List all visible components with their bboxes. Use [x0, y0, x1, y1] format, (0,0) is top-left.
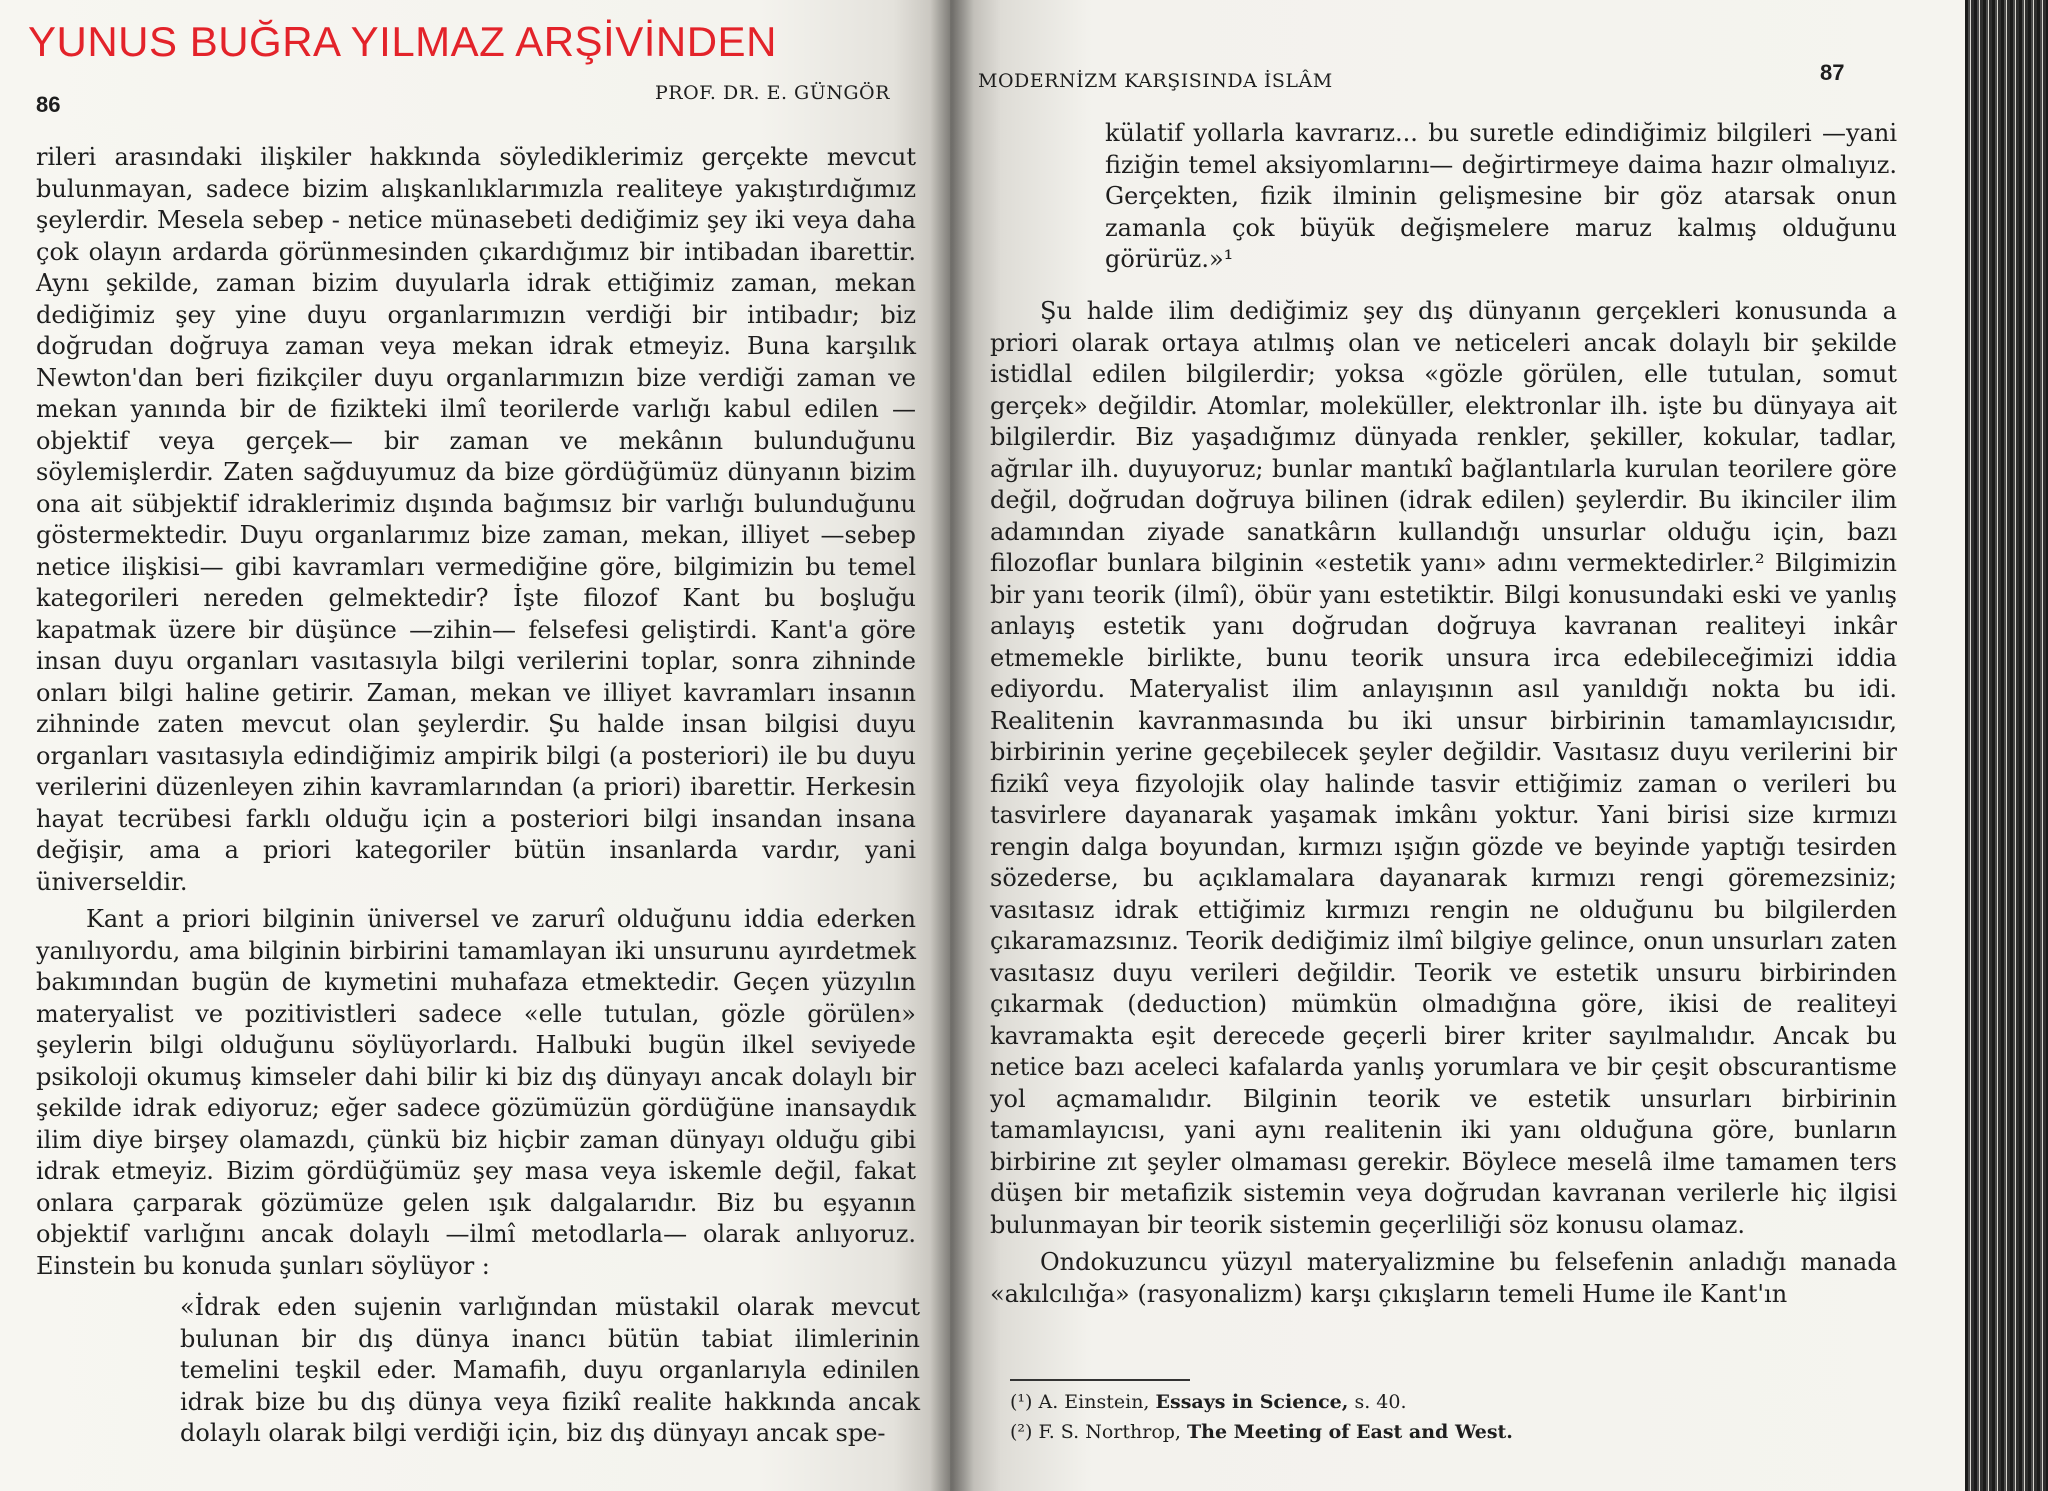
right-page	[950, 0, 1965, 1491]
footnote-rule	[1010, 1379, 1190, 1381]
footnote-2	[1010, 1418, 1513, 1447]
left-body	[36, 142, 916, 1282]
paragraph: Şu halde ilim dediğimiz şey dış dünyanın gerçekleri konusunda a priori olarak ortaya atılmış olan ve neticeleri ancak dolaylı bir şekilde istidlal edilen bilgilerdir; yoksa «gözle görülen, elle tutulan, somut gerçek» değildir. Atomlar, moleküller, elektronlar ilh. işte bu dünyaya ait bilgilerdir. Biz yaşadığımız dünyada renkler, şekiller, kokular, tadlar, ağrılar ilh. duyuyoruz; bunlar mantıkî bağlantılarla kurulan teorilere göre değil, doğrudan doğruya bilinen (idrak edilen) şeylerdir. Bu ikinciler ilim adamından ziyade sanatkârın kullandığı unsurlar olduğu için, bazı filozoflar bunlara bilginin «estetik yanı» adını vermektedirler.² Bilgimizin bir yanı teorik (ilmî), öbür yanı estetiktir. Bilgi konusundaki eski ve yanlış anlayış estetik yanı doğrudan doğruya kavranan realiteyi inkâr etmemekle birlikte, bunu teorik unsura irca edebileceğimizi iddia ediyordu. Materyalist ilim anlayışının asıl yanıldığı nokta bu idi. Realitenin kavranmasında bu iki unsur birbirinin tamamlayıcısıdır, birbirinin yerine geçebilecek şeyler değildir. Vasıtasız duyu verilerini bir fizikî veya fizyolojik olay halinde tasvir ettiğimiz zaman o verileri bu tasvirlere dayanarak yaşamak imkânı yoktur. Yani birisi size kırmızı rengin dalga boyundan, kırmızı ışığın gözde ve beyinde yaptığı tesirden sözederse, bu açıklamalara dayanarak kırmızı rengi göremezsiniz; vasıtasız idrak ettiğimiz kırmızı rengin ne olduğunu bu bilgilerden çıkaramazsınız. Teorik dediğimiz ilmî bilgiye gelince, onun unsurları zaten vasıtasız duyu verileri değildir. Teorik ve estetik unsuru birbirinden çıkarmak (deduction) mümkün olmadığına göre, ikisi de realiteyi kavramakta eşit derecede geçerli birer kriter sayılmalıdır. Ancak bu netice bazı aceleci kafalarda yanlış yorumlara ve bir çeşit obscurantisme yol açmamalıdır. Bilginin teorik ve estetik unsurları birbirinin tamamlayıcısı, yani aynı realitenin iki yanı olduğuna göre, bunların birbirine zıt şeyler olmaması gerekir. Böylece meselâ ilme tamamen ters düşen bir metafizik sistemin veya doğrudan kavranan verilerle hiç ilgisi bulunmayan bir teorik sistemin geçerliliği söz konusu olamaz.	[990, 297, 1897, 1239]
footnote-title: The Meeting of East and West.	[1187, 1421, 1513, 1443]
quote-text: «İdrak eden sujenin varlığından müstakil olarak mevcut bulunan bir dış dünya inancı bütün tabiat ilimlerinin temelini teşkil eder. Mamafih, duyu organlarıyla edinilen idrak bize bu dış dünya veya fizikî realite hakkında ancak dolaylı olarak bilgi verdiği için, biz dış dünyayı ancak spe-	[180, 1293, 920, 1447]
running-head-right: MODERNİZM KARŞISINDA İSLÂM	[978, 70, 1333, 92]
footnote-mark: (¹)	[1010, 1391, 1033, 1413]
footnote-author: A. Einstein,	[1038, 1391, 1150, 1413]
book-spine-shadow	[930, 0, 974, 1491]
footnote-author: F. S. Northrop,	[1038, 1421, 1181, 1443]
footnote-1	[1010, 1388, 1406, 1417]
footnote-detail: s. 40.	[1354, 1391, 1407, 1413]
paragraph: rileri arasındaki ilişkiler hakkında söylediklerimiz gerçekte mevcut bulunmayan, sadece bizim alışkanlıklarımızla realiteye yakıştırdığımız şeylerdir. Mesela sebep - netice münasebeti dediğimiz şey iki veya daha çok olayın ardarda görünmesinden çıkardığımız bir intibadan ibarettir. Aynı şekilde, zaman bizim duyularla idrak ettiğimiz zaman, mekan dediğimiz şey yine duyu organlarımızın verdiği bir intibadır; biz doğrudan doğruya zaman veya mekan idrak etmeyiz. Buna karşılık Newton'dan beri fizikçiler duyu organlarımızın bize verdiği zaman ve mekan yanında bir de fizikteki ilmî teorilerde varlığı kabul edilen —objektif veya gerçek— bir zaman ve mekânın bulunduğunu söylemişlerdir. Zaten sağduyumuz da bize gördüğümüz dünyanın bizim ona ait sübjektif idraklerimiz dışında bağımsız bir varlığı bulunduğunu göstermektedir. Duyu organlarımız bize zaman, mekan, illiyet —sebep netice ilişkisi— gibi kavramları vermediğine göre, bilgimizin bu temel kategorileri nereden gelmektedir? İşte filozof Kant bu boşluğu kapatmak üzere bir düşünce —zihin— felsefesi geliştirdi. Kant'a göre insan duyu organları vasıtasıyla bilgi verilerini toplar, sonra zihninde onları bilgi haline getirir. Zaman, mekan ve illiyet kavramları insanın zihninde zaten mevcut olan şeylerdir. Şu halde insan bilgisi duyu organları vasıtasıyla edindiğimiz ampirik bilgi (a posteriori) ile bu duyu verilerini düzenleyen zihin kavramlarından (a priori) ibarettir. Herkesin hayat tecrübesi farklı olduğu için a posteriori bilgi insandan insana değişir, ama a priori kategoriler bütün insanlarda vardır, yani üniverseldir.	[36, 143, 916, 896]
footnote-mark: (²)	[1010, 1421, 1033, 1443]
page-number-right: 87	[1820, 60, 1845, 85]
running-head-left: PROF. DR. E. GÜNGÖR	[655, 82, 890, 104]
einstein-quote	[180, 1292, 920, 1450]
quote-text: külatif yollarla kavrarız... bu suretle edindiğimiz bilgileri —yani fiziğin temel aksiyomlarını— değirtirmeye daima hazır olmalıyız. Gerçekten, fizik ilminin gelişmesine bir göz atarsak onun zamanla çok büyük değişmelere maruz kalmış olduğunu görürüz.»¹	[1105, 119, 1897, 273]
left-page	[0, 0, 950, 1491]
footnote-title: Essays in Science,	[1155, 1391, 1349, 1413]
einstein-quote-continued	[1105, 118, 1897, 276]
archive-watermark: YUNUS BUĞRA YILMAZ ARŞİVİNDEN	[28, 18, 777, 65]
paragraph: Ondokuzuncu yüzyıl materyalizmine bu felsefenin anladığı manada «akılcılığa» (rasyonalizm) karşı çıkışların temeli Hume ile Kant'ın	[990, 1248, 1897, 1308]
right-body	[990, 296, 1897, 1310]
paragraph: Kant a priori bilginin üniversel ve zarurî olduğunu iddia ederken yanılıyordu, ama bilginin birbirini tamamlayan iki unsurunu ayırdetmek bakımından bugün de kıymetini muhafaza etmektedir. Geçen yüzyılın materyalist ve pozitivistleri sadece «elle tutulan, gözle görülen» şeylerin bilgi olduğunu söylüyorlardı. Halbuki bugün ilkel seviyede psikoloji okumuş kimseler dahi bilir ki biz dış dünyayı ancak dolaylı bir şekilde idrak ediyoruz; eğer sadece gözümüzün gördüğüne inansaydık ilim diye birşey olamazdı, çünkü biz hiçbir zaman dünyayı olduğu gibi idrak etmeyiz. Bizim gördüğümüz şey masa veya iskemle değil, fakat onlara çarparak gözümüze gelen ışık dalgalarıdır. Biz bu eşyanın objektif varlığını ancak dolaylı —ilmî metodlarla— olarak anlıyoruz. Einstein bu konuda şunları söylüyor :	[36, 905, 916, 1280]
page-number-left: 86	[36, 92, 61, 117]
page-edges	[1965, 0, 2048, 1491]
